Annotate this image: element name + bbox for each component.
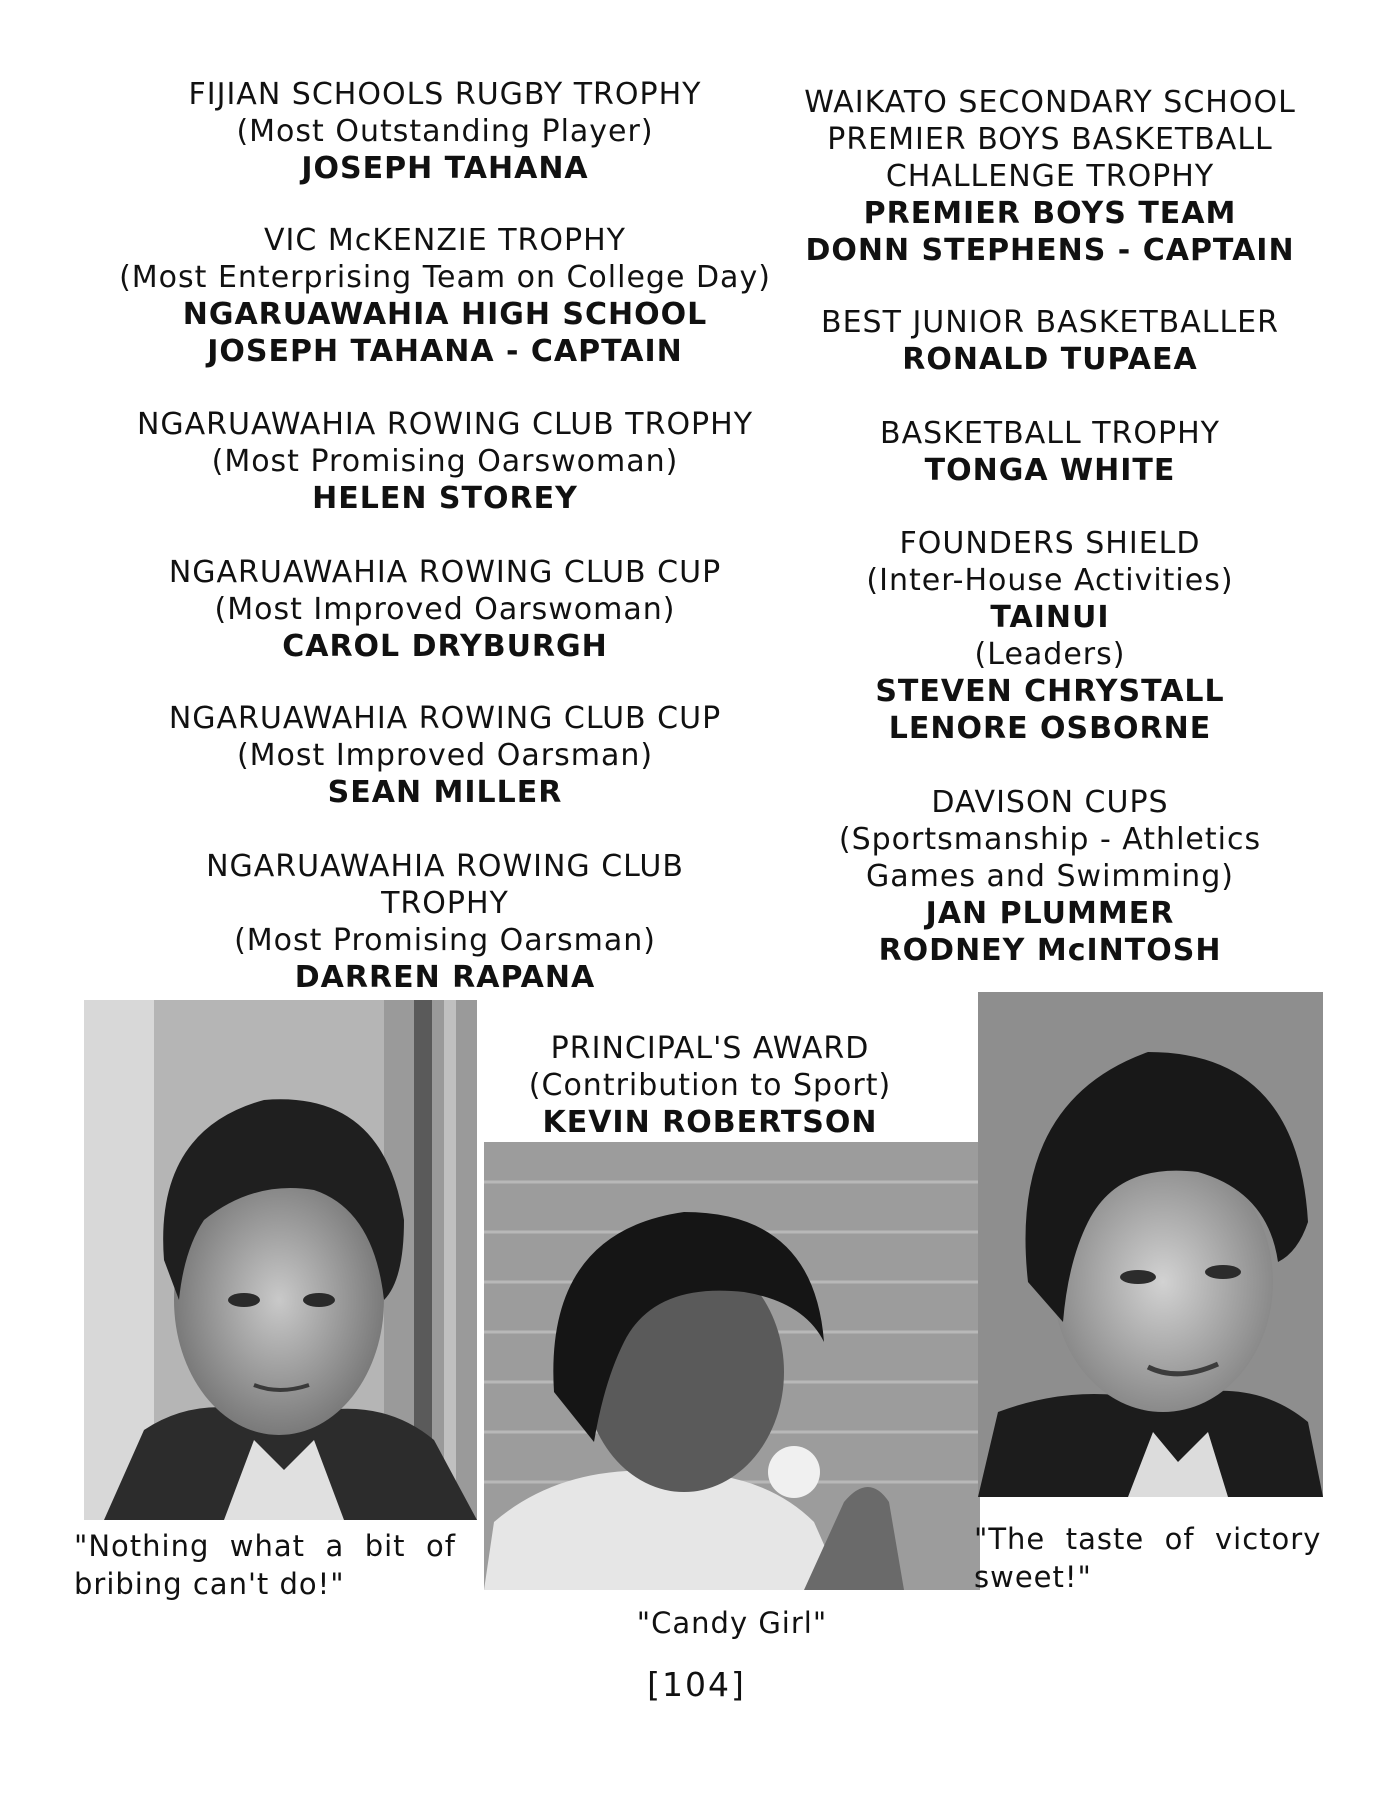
award-subtitle: (Most Improved Oarsman) bbox=[236, 738, 654, 773]
award-winner: HELEN STOREY bbox=[312, 481, 578, 516]
award-winner: TAINUI bbox=[990, 600, 1110, 635]
page-number: [104] bbox=[647, 1665, 746, 1704]
award-davison-cups bbox=[770, 784, 1330, 969]
award-title: BASKETBALL TROPHY bbox=[880, 416, 1220, 451]
award-title: TROPHY bbox=[381, 886, 509, 921]
portrait-photo-left bbox=[84, 1000, 477, 1520]
caption-line: "Nothing what a bit of bbox=[74, 1529, 456, 1563]
award-subtitle: (Inter-House Activities) bbox=[866, 563, 1234, 598]
award-title: FIJIAN SCHOOLS RUGBY TROPHY bbox=[188, 77, 702, 112]
award-subtitle: Games and Swimming) bbox=[866, 859, 1234, 894]
caption-left bbox=[74, 1527, 484, 1603]
award-rowing-cup-oarsman bbox=[90, 700, 800, 811]
award-subtitle: (Most Promising Oarswoman) bbox=[211, 444, 679, 479]
caption-line: "The taste of victory bbox=[974, 1522, 1322, 1556]
award-winner: KEVIN ROBERTSON bbox=[542, 1105, 878, 1140]
award-title: DAVISON CUPS bbox=[931, 785, 1169, 820]
award-title: NGARUAWAHIA ROWING CLUB TROPHY bbox=[136, 407, 754, 442]
award-waikato-basketball bbox=[770, 84, 1330, 269]
award-title: NGARUAWAHIA ROWING CLUB CUP bbox=[168, 701, 722, 736]
award-title: PRINCIPAL'S AWARD bbox=[550, 1031, 870, 1066]
award-basketball-trophy bbox=[770, 415, 1330, 489]
award-title: WAIKATO SECONDARY SCHOOL bbox=[804, 85, 1296, 120]
caption-right bbox=[974, 1520, 1334, 1596]
award-title: BEST JUNIOR BASKETBALLER bbox=[821, 305, 1279, 340]
award-winner: CAROL DRYBURGH bbox=[282, 629, 608, 664]
award-winner: JAN PLUMMER bbox=[925, 896, 1175, 931]
award-title: FOUNDERS SHIELD bbox=[899, 526, 1201, 561]
award-winner: RONALD TUPAEA bbox=[902, 342, 1198, 377]
portrait-photo-center bbox=[484, 1142, 980, 1590]
caption-center bbox=[484, 1604, 980, 1642]
award-subtitle: (Sportsmanship - Athletics bbox=[838, 822, 1262, 857]
award-winner: RODNEY McINTOSH bbox=[878, 933, 1222, 968]
award-rowing-cup-oarswoman bbox=[90, 554, 800, 665]
award-subtitle: (Most Promising Oarsman) bbox=[234, 923, 656, 958]
award-title: PREMIER BOYS BASKETBALL bbox=[827, 122, 1273, 157]
portrait-photo-right bbox=[978, 992, 1323, 1497]
award-subtitle: (Leaders) bbox=[974, 637, 1126, 672]
award-title: VIC McKENZIE TROPHY bbox=[264, 223, 626, 258]
award-winner: LENORE OSBORNE bbox=[888, 711, 1212, 746]
award-title: NGARUAWAHIA ROWING CLUB CUP bbox=[168, 555, 722, 590]
award-winner: STEVEN CHRYSTALL bbox=[875, 674, 1225, 709]
award-subtitle: (Most Outstanding Player) bbox=[236, 114, 654, 149]
award-winner: NGARUAWAHIA HIGH SCHOOL bbox=[182, 297, 708, 332]
caption-line: "Candy Girl" bbox=[636, 1606, 828, 1640]
award-title: NGARUAWAHIA ROWING CLUB bbox=[206, 849, 684, 884]
award-winner: DARREN RAPANA bbox=[294, 960, 596, 995]
award-winner: PREMIER BOYS TEAM bbox=[863, 196, 1237, 231]
award-best-junior-basketballer bbox=[770, 304, 1330, 378]
award-winner: SEAN MILLER bbox=[327, 775, 563, 810]
award-title: CHALLENGE TROPHY bbox=[885, 159, 1215, 194]
award-founders-shield bbox=[770, 525, 1330, 747]
award-winner: TONGA WHITE bbox=[924, 453, 1176, 488]
award-rowing-trophy-oarswoman bbox=[90, 406, 800, 517]
award-fijian-rugby bbox=[90, 76, 800, 187]
award-winner: JOSEPH TAHANA bbox=[301, 151, 589, 186]
award-rowing-trophy-oarsman bbox=[90, 848, 800, 996]
award-subtitle: (Most Improved Oarswoman) bbox=[214, 592, 676, 627]
award-subtitle: (Contribution to Sport) bbox=[528, 1068, 892, 1103]
award-winner: JOSEPH TAHANA - CAPTAIN bbox=[207, 334, 683, 369]
award-vic-mckenzie bbox=[90, 222, 800, 370]
award-winner: DONN STEPHENS - CAPTAIN bbox=[805, 233, 1295, 268]
caption-line: sweet!" bbox=[974, 1560, 1092, 1594]
caption-line: bribing can't do!" bbox=[74, 1567, 345, 1601]
award-subtitle: (Most Enterprising Team on College Day) bbox=[119, 260, 771, 295]
award-principals bbox=[490, 1030, 930, 1141]
